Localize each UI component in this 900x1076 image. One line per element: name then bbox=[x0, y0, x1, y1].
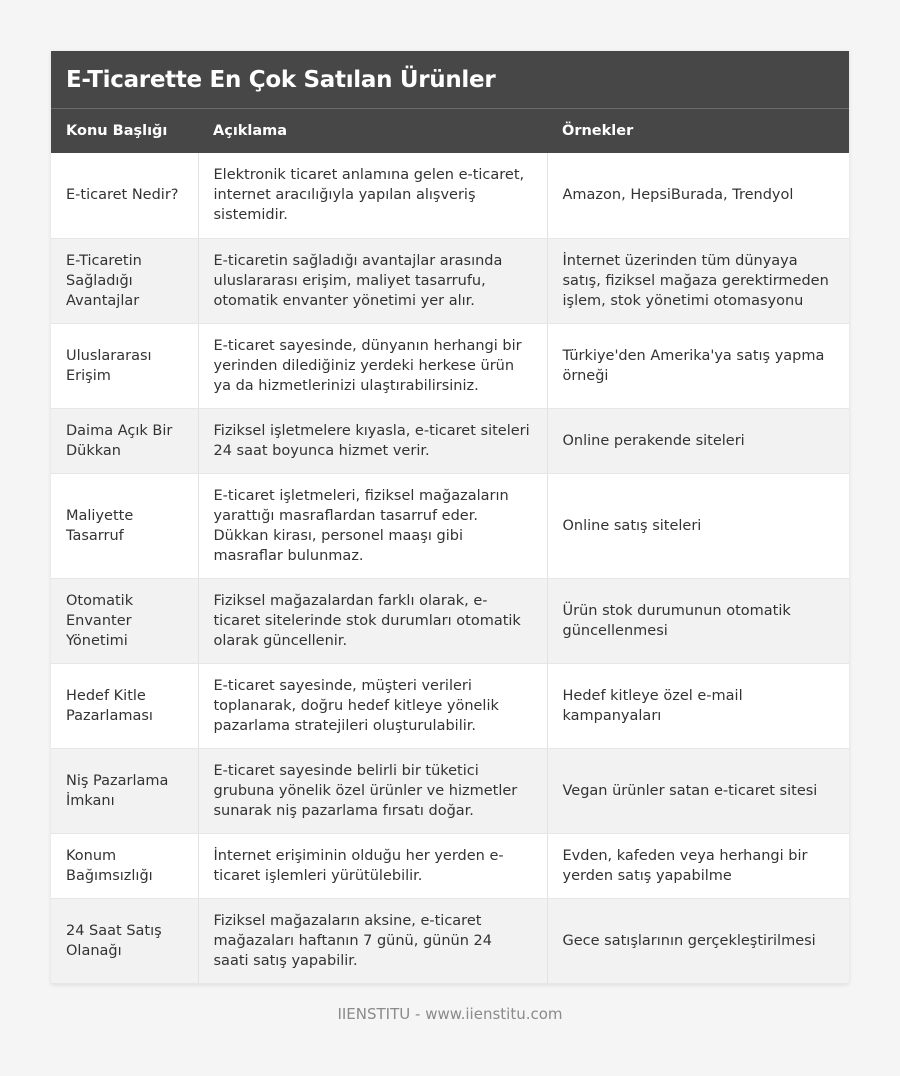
cell-topic: Hedef Kitle Pazarlaması bbox=[51, 663, 198, 748]
table-row bbox=[51, 408, 849, 473]
table-row bbox=[51, 323, 849, 408]
cell-topic: Maliyette Tasarruf bbox=[51, 473, 198, 578]
cell-examples: İnternet üzerinden tüm dünyaya satış, fiziksel mağaza gerektirmeden işlem, stok yönetimi otomasyonu bbox=[547, 238, 849, 323]
cell-description: E-ticaret sayesinde, müşteri verileri toplanarak, doğru hedef kitleye yönelik pazarlama stratejileri oluşturulabilir. bbox=[198, 663, 547, 748]
header-row bbox=[51, 109, 849, 153]
cell-description: İnternet erişiminin olduğu her yerden e-ticaret işlemleri yürütülebilir. bbox=[198, 833, 547, 898]
products-table bbox=[51, 109, 849, 984]
table-title: E-Ticarette En Çok Satılan Ürünler bbox=[51, 51, 849, 108]
cell-examples: Ürün stok durumunun otomatik güncellenmesi bbox=[547, 578, 849, 663]
table-row bbox=[51, 153, 849, 238]
cell-examples: Online satış siteleri bbox=[547, 473, 849, 578]
cell-examples: Vegan ürünler satan e-ticaret sitesi bbox=[547, 748, 849, 833]
table-row bbox=[51, 663, 849, 748]
cell-topic: Uluslararası Erişim bbox=[51, 323, 198, 408]
cell-topic: 24 Saat Satış Olanağı bbox=[51, 898, 198, 983]
cell-description: Fiziksel mağazalardan farklı olarak, e-ticaret sitelerinde stok durumları otomatik olarak güncellenir. bbox=[198, 578, 547, 663]
cell-description: Fiziksel mağazaların aksine, e-ticaret mağazaları haftanın 7 günü, günün 24 saati satış yapabilir. bbox=[198, 898, 547, 983]
cell-examples: Evden, kafeden veya herhangi bir yerden satış yapabilme bbox=[547, 833, 849, 898]
cell-topic: Konum Bağımsızlığı bbox=[51, 833, 198, 898]
cell-description: E-ticaret sayesinde belirli bir tüketici grubuna yönelik özel ürünler ve hizmetler sunarak niş pazarlama fırsatı doğar. bbox=[198, 748, 547, 833]
table-row bbox=[51, 578, 849, 663]
cell-topic: Otomatik Envanter Yönetimi bbox=[51, 578, 198, 663]
footer-credit: IIENSTITU - www.iienstitu.com bbox=[337, 1005, 563, 1023]
cell-examples: Gece satışlarının gerçekleştirilmesi bbox=[547, 898, 849, 983]
column-header-topic: Konu Başlığı bbox=[66, 123, 168, 139]
table-row bbox=[51, 238, 849, 323]
column-header-examples: Örnekler bbox=[562, 123, 634, 139]
table-row bbox=[51, 748, 849, 833]
cell-examples: Amazon, HepsiBurada, Trendyol bbox=[547, 153, 849, 238]
cell-examples: Hedef kitleye özel e-mail kampanyaları bbox=[547, 663, 849, 748]
table-row bbox=[51, 898, 849, 983]
cell-examples: Online perakende siteleri bbox=[547, 408, 849, 473]
cell-topic: E-Ticaretin Sağladığı Avantajlar bbox=[51, 238, 198, 323]
cell-topic: Niş Pazarlama İmkanı bbox=[51, 748, 198, 833]
cell-examples: Türkiye'den Amerika'ya satış yapma örneği bbox=[547, 323, 849, 408]
cell-description: E-ticaret sayesinde, dünyanın herhangi bir yerinden dilediğiniz yerdeki herkese ürün ya da hizmetlerinizi ulaştırabilirsiniz. bbox=[198, 323, 547, 408]
cell-topic: Daima Açık Bir Dükkan bbox=[51, 408, 198, 473]
table-row bbox=[51, 833, 849, 898]
cell-description: E-ticaretin sağladığı avantajlar arasında uluslararası erişim, maliyet tasarrufu, otomatik envanter yönetimi yer alır. bbox=[198, 238, 547, 323]
cell-description: Fiziksel işletmelere kıyasla, e-ticaret siteleri 24 saat boyunca hizmet verir. bbox=[198, 408, 547, 473]
cell-description: Elektronik ticaret anlamına gelen e-ticaret, internet aracılığıyla yapılan alışveriş sistemidir. bbox=[198, 153, 547, 238]
cell-topic: E-ticaret Nedir? bbox=[51, 153, 198, 238]
table-row bbox=[51, 473, 849, 578]
column-header-description: Açıklama bbox=[213, 123, 288, 139]
cell-description: E-ticaret işletmeleri, fiziksel mağazaların yarattığı masraflardan tasarruf eder. Dükkan kirası, personel maaşı gibi masraflar bulunmaz. bbox=[198, 473, 547, 578]
table-card bbox=[51, 51, 849, 984]
